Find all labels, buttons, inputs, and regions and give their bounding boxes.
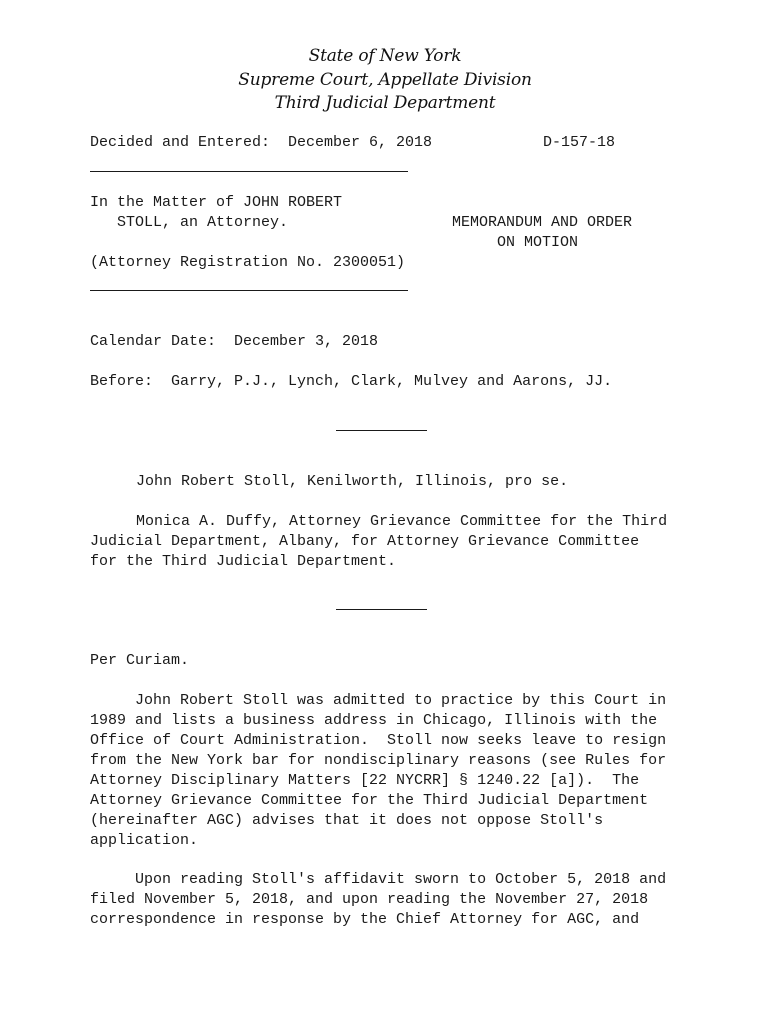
body-line: Office of Court Administration. Stoll now seeks leave to resign	[90, 732, 667, 749]
body-line: Attorney Disciplinary Matters [22 NYCRR] § 1240.22 [a]). The	[90, 772, 640, 789]
matter-line-1: In the Matter of JOHN ROBERT	[90, 194, 343, 211]
decided-entered: Decided and Entered: December 6, 2018	[90, 134, 433, 151]
body-line: Attorney Grievance Committee for the Third Judicial Department	[90, 792, 649, 809]
body-line: Upon reading Stoll's affidavit sworn to October 5, 2018 and	[90, 871, 667, 888]
body-line: correspondence in response by the Chief Attorney for AGC, and	[90, 911, 640, 928]
order-type-line-2: ON MOTION	[497, 234, 579, 251]
appearance-agc-line-1: Monica A. Duffy, Attorney Grievance Committee for the Third	[136, 513, 668, 530]
body-line: application.	[90, 832, 199, 849]
caption-rule-bottom	[90, 290, 408, 291]
body-line: from the New York bar for nondisciplinary reasons (see Rules for	[90, 752, 667, 769]
court-state: State of New York	[308, 46, 462, 66]
docket-number: D-157-18	[543, 134, 616, 151]
appearance-pro-se: John Robert Stoll, Kenilworth, Illinois, pro se.	[136, 473, 569, 490]
before-justices: Before: Garry, P.J., Lynch, Clark, Mulvey and Aarons, JJ.	[90, 373, 613, 390]
body-line: filed November 5, 2018, and upon reading the November 27, 2018	[90, 891, 649, 908]
calendar-date: Calendar Date: December 3, 2018	[90, 333, 379, 350]
appearance-agc-line-3: for the Third Judicial Department.	[90, 553, 397, 570]
court-department: Third Judicial Department	[274, 93, 496, 113]
court-name: Supreme Court, Appellate Division	[238, 70, 532, 90]
matter-line-2: STOLL, an Attorney.	[90, 214, 289, 231]
section-divider-2	[336, 609, 427, 610]
section-divider-1	[336, 430, 427, 431]
body-line: John Robert Stoll was admitted to practice by this Court in	[90, 692, 667, 709]
order-type-line-1: MEMORANDUM AND ORDER	[452, 214, 633, 231]
caption-rule-top	[90, 171, 408, 172]
per-curiam: Per Curiam.	[90, 652, 190, 669]
body-line: 1989 and lists a business address in Chicago, Illinois with the	[90, 712, 658, 729]
body-line: (hereinafter AGC) advises that it does not oppose Stoll's	[90, 812, 604, 829]
attorney-registration: (Attorney Registration No. 2300051)	[90, 254, 406, 271]
appearance-agc-line-2: Judicial Department, Albany, for Attorney Grievance Committee	[90, 533, 640, 550]
